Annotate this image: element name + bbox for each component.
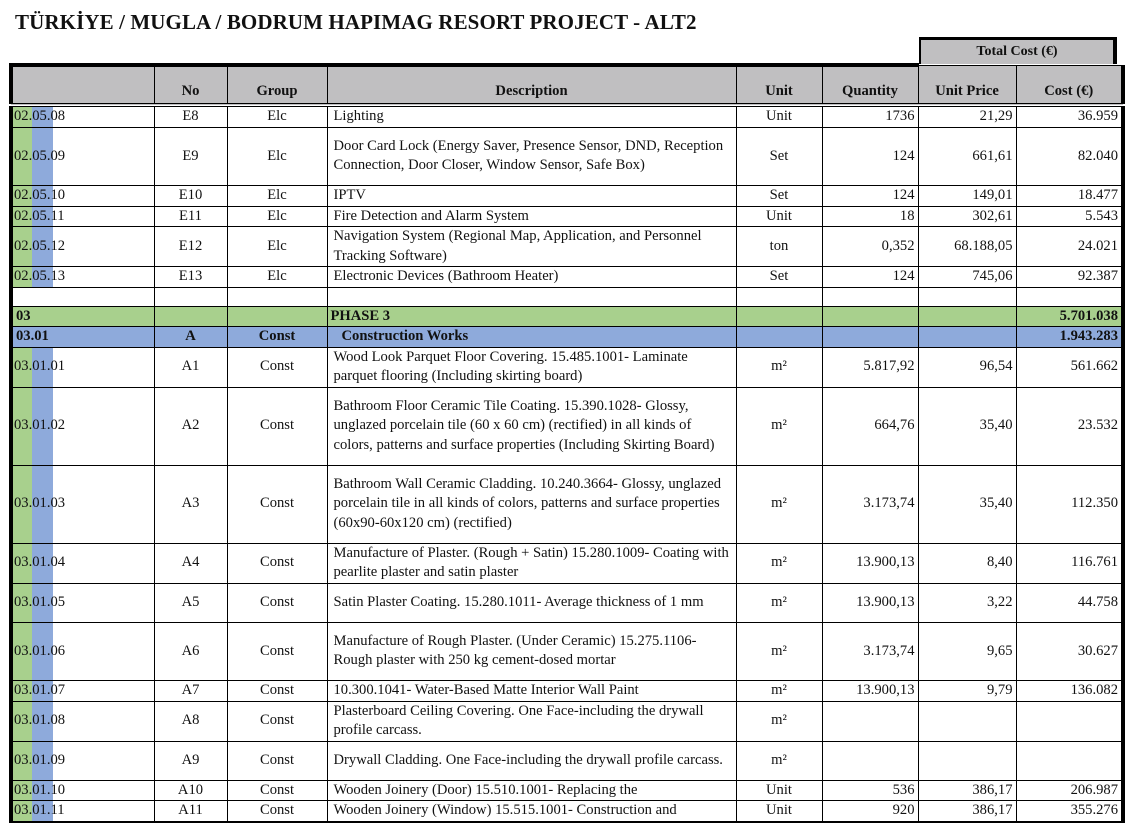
item-group: Elc (227, 267, 327, 288)
item-unit: Unit (736, 780, 822, 801)
item-cost: 30.627 (1016, 622, 1123, 681)
code-part: 02. (14, 268, 33, 284)
blank-cell (822, 287, 918, 306)
code-part: 12 (50, 237, 66, 254)
code-part: 01. (32, 712, 51, 729)
item-group: Const (227, 347, 327, 387)
code-part: 05. (32, 147, 51, 164)
code-part: 08 (50, 108, 66, 124)
item-cost: 116.761 (1016, 543, 1123, 583)
phase-quantity (822, 306, 918, 327)
item-group: Const (227, 543, 327, 583)
header-code (11, 65, 154, 105)
blank-cell (227, 287, 327, 306)
item-group: Const (227, 387, 327, 465)
item-group: Const (227, 465, 327, 543)
item-group: Const (227, 741, 327, 780)
table-row (11, 741, 1123, 780)
cost-table-container (9, 63, 1121, 823)
table-row (11, 622, 1123, 681)
code-part: 05. (32, 268, 51, 284)
item-unit-price (918, 701, 1016, 741)
item-group: Elc (227, 206, 327, 227)
table-row (11, 543, 1123, 583)
item-cost: 44.758 (1016, 583, 1123, 622)
code-part: 02. (14, 237, 33, 254)
item-unit-price: 386,17 (918, 801, 1016, 822)
item-quantity: 124 (822, 186, 918, 207)
item-code (11, 387, 154, 465)
code-part: 03. (14, 682, 33, 698)
item-quantity: 0,352 (822, 227, 918, 267)
item-unit-price: 68.188,05 (918, 227, 1016, 267)
item-code-text (13, 187, 65, 203)
item-quantity: 13.900,13 (822, 543, 918, 583)
item-cost: 355.276 (1016, 801, 1123, 822)
table-row (11, 465, 1123, 543)
item-unit-price: 21,29 (918, 105, 1016, 127)
code-part: 01 (50, 358, 66, 375)
table-row (11, 801, 1123, 822)
item-unit: Set (736, 267, 822, 288)
item-cost (1016, 701, 1123, 741)
item-no: A10 (154, 780, 227, 801)
item-code-text (13, 358, 65, 374)
code-part: 03. (14, 802, 33, 818)
item-quantity: 3.173,74 (822, 465, 918, 543)
table-row (11, 583, 1123, 622)
item-group: Const (227, 780, 327, 801)
item-unit-price: 35,40 (918, 465, 1016, 543)
item-quantity: 124 (822, 127, 918, 186)
item-unit: m² (736, 622, 822, 681)
item-code-text (13, 554, 65, 570)
item-code (11, 681, 154, 702)
item-no: A5 (154, 583, 227, 622)
item-code-text (13, 417, 65, 433)
blank-cell (154, 287, 227, 306)
item-description: IPTV (327, 186, 736, 207)
code-part: 01. (32, 751, 51, 768)
code-part: 05. (32, 108, 51, 124)
item-code-text (13, 238, 65, 254)
code-part: 03. (14, 417, 33, 434)
section-row (11, 327, 1123, 348)
section-title: Construction Works (327, 327, 736, 348)
item-description: Navigation System (Regional Map, Application, and Personnel Tracking Software) (327, 227, 736, 267)
item-unit: Unit (736, 801, 822, 822)
code-part: 01. (32, 593, 51, 610)
item-group: Elc (227, 227, 327, 267)
item-group: Const (227, 583, 327, 622)
item-unit-price: 661,61 (918, 127, 1016, 186)
item-code-text (13, 682, 65, 698)
header-unit-price: Unit Price (918, 65, 1016, 105)
total-cost-group-header: Total Cost (€) (919, 37, 1117, 64)
item-description: Bathroom Floor Ceramic Tile Coating. 15.390.1028- Glossy, unglazed porcelain tile (60 x 60 cm) (rectified) in all kinds of colors, patterns and surface properties (Including Skirting Board) (327, 387, 736, 465)
item-no: A3 (154, 465, 227, 543)
item-code (11, 206, 154, 227)
item-group: Elc (227, 186, 327, 207)
table-row (11, 347, 1123, 387)
code-part: 03. (14, 593, 33, 610)
item-code-text (13, 148, 65, 164)
item-unit-price: 9,79 (918, 681, 1016, 702)
blank-cell (1016, 287, 1123, 306)
table-body (11, 105, 1123, 822)
code-part: 10 (50, 781, 66, 798)
item-description: Wooden Joinery (Window) 15.515.1001- Construction and (327, 801, 736, 822)
item-unit: m² (736, 347, 822, 387)
item-code (11, 227, 154, 267)
item-no: E11 (154, 206, 227, 227)
item-quantity: 3.173,74 (822, 622, 918, 681)
item-description: Satin Plaster Coating. 15.280.1011- Average thickness of 1 mm (327, 583, 736, 622)
phase-group (227, 306, 327, 327)
item-cost: 206.987 (1016, 780, 1123, 801)
phase-row (11, 306, 1123, 327)
item-unit-price: 8,40 (918, 543, 1016, 583)
item-code (11, 801, 154, 822)
code-part: 02. (14, 108, 33, 124)
table-row (11, 186, 1123, 207)
phase-title: PHASE 3 (327, 306, 736, 327)
item-quantity (822, 701, 918, 741)
code-part: 01. (32, 642, 51, 659)
code-part: 03 (50, 495, 66, 512)
item-no: E13 (154, 267, 227, 288)
item-unit: m² (736, 583, 822, 622)
code-part: 05. (32, 187, 51, 203)
item-description: Wood Look Parquet Floor Covering. 15.485.1001- Laminate parquet flooring (Including skirting board) (327, 347, 736, 387)
item-code (11, 267, 154, 288)
item-unit: Unit (736, 105, 822, 127)
item-description: Lighting (327, 105, 736, 127)
section-code: 03.01 (11, 327, 154, 348)
code-part: 01. (32, 358, 51, 375)
code-part: 05. (32, 207, 51, 224)
item-unit: Set (736, 127, 822, 186)
section-total: 1.943.283 (1016, 327, 1123, 348)
code-part: 10 (50, 187, 66, 203)
item-group: Const (227, 701, 327, 741)
item-quantity: 5.817,92 (822, 347, 918, 387)
item-description: Manufacture of Rough Plaster. (Under Ceramic) 15.275.1106- Rough plaster with 250 kg cement-dosed mortar (327, 622, 736, 681)
phase-unit (736, 306, 822, 327)
item-code (11, 543, 154, 583)
item-unit-price: 9,65 (918, 622, 1016, 681)
item-unit: ton (736, 227, 822, 267)
item-unit: m² (736, 387, 822, 465)
item-no: A2 (154, 387, 227, 465)
item-unit-price: 3,22 (918, 583, 1016, 622)
item-quantity: 13.900,13 (822, 583, 918, 622)
code-part: 08 (50, 712, 66, 729)
item-code-text (13, 643, 65, 659)
item-unit: Set (736, 186, 822, 207)
header-no: No (154, 65, 227, 105)
item-code-text (13, 752, 65, 768)
code-part: 02. (14, 147, 33, 164)
code-part: 02. (14, 207, 33, 224)
section-no: A (154, 327, 227, 348)
item-no: A8 (154, 701, 227, 741)
item-cost: 561.662 (1016, 347, 1123, 387)
item-description: Electronic Devices (Bathroom Heater) (327, 267, 736, 288)
item-code (11, 186, 154, 207)
item-cost: 136.082 (1016, 681, 1123, 702)
item-code (11, 622, 154, 681)
table-row (11, 780, 1123, 801)
code-part: 01. (32, 417, 51, 434)
item-unit: m² (736, 465, 822, 543)
code-part: 06 (50, 642, 66, 659)
item-code (11, 741, 154, 780)
item-quantity: 664,76 (822, 387, 918, 465)
item-description: Manufacture of Plaster. (Rough + Satin) 15.280.1009- Coating with pearlite plaster and satin plaster (327, 543, 736, 583)
item-code-text (13, 268, 65, 284)
item-quantity: 124 (822, 267, 918, 288)
item-cost: 92.387 (1016, 267, 1123, 288)
item-unit-price: 745,06 (918, 267, 1016, 288)
phase-unit-price (918, 306, 1016, 327)
item-code (11, 347, 154, 387)
item-no: E8 (154, 105, 227, 127)
table-header-row (11, 65, 1123, 105)
code-part: 03. (14, 751, 33, 768)
code-part: 03. (14, 495, 33, 512)
item-cost: 5.543 (1016, 206, 1123, 227)
item-unit: m² (736, 741, 822, 780)
item-description: Wooden Joinery (Door) 15.510.1001- Replacing the (327, 780, 736, 801)
item-unit-price: 35,40 (918, 387, 1016, 465)
item-cost: 112.350 (1016, 465, 1123, 543)
item-unit-price: 386,17 (918, 780, 1016, 801)
item-code (11, 583, 154, 622)
item-quantity: 920 (822, 801, 918, 822)
code-part: 01. (32, 682, 51, 698)
code-part: 01. (32, 781, 51, 798)
item-no: E9 (154, 127, 227, 186)
header-group: Group (227, 65, 327, 105)
item-unit: m² (736, 543, 822, 583)
item-group: Const (227, 801, 327, 822)
code-part: 09 (50, 751, 66, 768)
item-cost: 23.532 (1016, 387, 1123, 465)
item-code (11, 127, 154, 186)
item-code-text (13, 495, 65, 511)
blank-cell (918, 287, 1016, 306)
phase-code: 03 (11, 306, 154, 327)
item-quantity: 536 (822, 780, 918, 801)
cost-table (9, 63, 1125, 823)
item-no: A6 (154, 622, 227, 681)
item-no: E12 (154, 227, 227, 267)
code-part: 03. (14, 781, 33, 798)
section-group: Const (227, 327, 327, 348)
item-description: 10.300.1041- Water-Based Matte Interior Wall Paint (327, 681, 736, 702)
code-part: 07 (50, 682, 66, 698)
table-row (11, 267, 1123, 288)
item-cost: 82.040 (1016, 127, 1123, 186)
item-no: E10 (154, 186, 227, 207)
code-part: 01. (32, 802, 51, 818)
code-part: 03. (14, 554, 33, 571)
item-description: Fire Detection and Alarm System (327, 206, 736, 227)
item-description: Plasterboard Ceiling Covering. One Face-including the drywall profile carcass. (327, 701, 736, 741)
item-code-text (13, 802, 65, 818)
item-code (11, 780, 154, 801)
header-quantity: Quantity (822, 65, 918, 105)
table-row (11, 127, 1123, 186)
item-cost: 24.021 (1016, 227, 1123, 267)
header-description: Description (327, 65, 736, 105)
header-unit: Unit (736, 65, 822, 105)
item-group: Elc (227, 127, 327, 186)
code-part: 11 (50, 207, 65, 224)
item-no: A11 (154, 801, 227, 822)
item-code-text (13, 108, 65, 124)
code-part: 11 (50, 802, 65, 818)
item-quantity: 13.900,13 (822, 681, 918, 702)
item-unit-price (918, 741, 1016, 780)
item-description: Bathroom Wall Ceramic Cladding. 10.240.3664- Glossy, unglazed porcelain tile in all kinds of colors, patterns and surface properties (60x90-60x120 cm) (rectified) (327, 465, 736, 543)
code-part: 02 (50, 417, 66, 434)
item-description: Drywall Cladding. One Face-including the drywall profile carcass. (327, 741, 736, 780)
table-row (11, 701, 1123, 741)
item-cost: 36.959 (1016, 105, 1123, 127)
item-group: Const (227, 622, 327, 681)
code-part: 01. (32, 495, 51, 512)
item-cost: 18.477 (1016, 186, 1123, 207)
phase-no (154, 306, 227, 327)
table-row (11, 105, 1123, 127)
item-description: Door Card Lock (Energy Saver, Presence Sensor, DND, Reception Connection, Door Closer, Window Sensor, Safe Box) (327, 127, 736, 186)
item-group: Const (227, 681, 327, 702)
item-quantity: 18 (822, 206, 918, 227)
item-code-text (13, 594, 65, 610)
document-title: TÜRKİYE / MUGLA / BODRUM HAPIMAG RESORT PROJECT - ALT2 (15, 10, 697, 34)
item-unit-price: 149,01 (918, 186, 1016, 207)
code-part: 01. (32, 554, 51, 571)
code-part: 03. (14, 358, 33, 375)
item-code (11, 701, 154, 741)
item-unit: m² (736, 701, 822, 741)
item-quantity: 1736 (822, 105, 918, 127)
code-part: 03. (14, 642, 33, 659)
item-group: Elc (227, 105, 327, 127)
item-no: A1 (154, 347, 227, 387)
code-part: 05. (32, 237, 51, 254)
item-unit: m² (736, 681, 822, 702)
item-code-text (13, 208, 65, 224)
item-code-text (13, 782, 65, 798)
item-unit-price: 302,61 (918, 206, 1016, 227)
section-unit (736, 327, 822, 348)
table-row (11, 681, 1123, 702)
code-part: 02. (14, 187, 33, 203)
section-quantity (822, 327, 918, 348)
section-unit-price (918, 327, 1016, 348)
item-cost (1016, 741, 1123, 780)
blank-cell (736, 287, 822, 306)
code-part: 09 (50, 147, 66, 164)
item-no: A4 (154, 543, 227, 583)
item-quantity (822, 741, 918, 780)
item-unit: Unit (736, 206, 822, 227)
item-code-text (13, 712, 65, 728)
blank-cell (11, 287, 154, 306)
code-part: 04 (50, 554, 66, 571)
code-part: 05 (50, 593, 66, 610)
item-code (11, 465, 154, 543)
table-row (11, 227, 1123, 267)
header-cost: Cost (€) (1016, 65, 1123, 105)
table-row (11, 206, 1123, 227)
item-code (11, 105, 154, 127)
code-part: 13 (50, 268, 66, 284)
item-no: A9 (154, 741, 227, 780)
blank-cell (327, 287, 736, 306)
item-unit-price: 96,54 (918, 347, 1016, 387)
table-row (11, 387, 1123, 465)
phase-total: 5.701.038 (1016, 306, 1123, 327)
item-no: A7 (154, 681, 227, 702)
blank-row (11, 287, 1123, 306)
code-part: 03. (14, 712, 33, 729)
